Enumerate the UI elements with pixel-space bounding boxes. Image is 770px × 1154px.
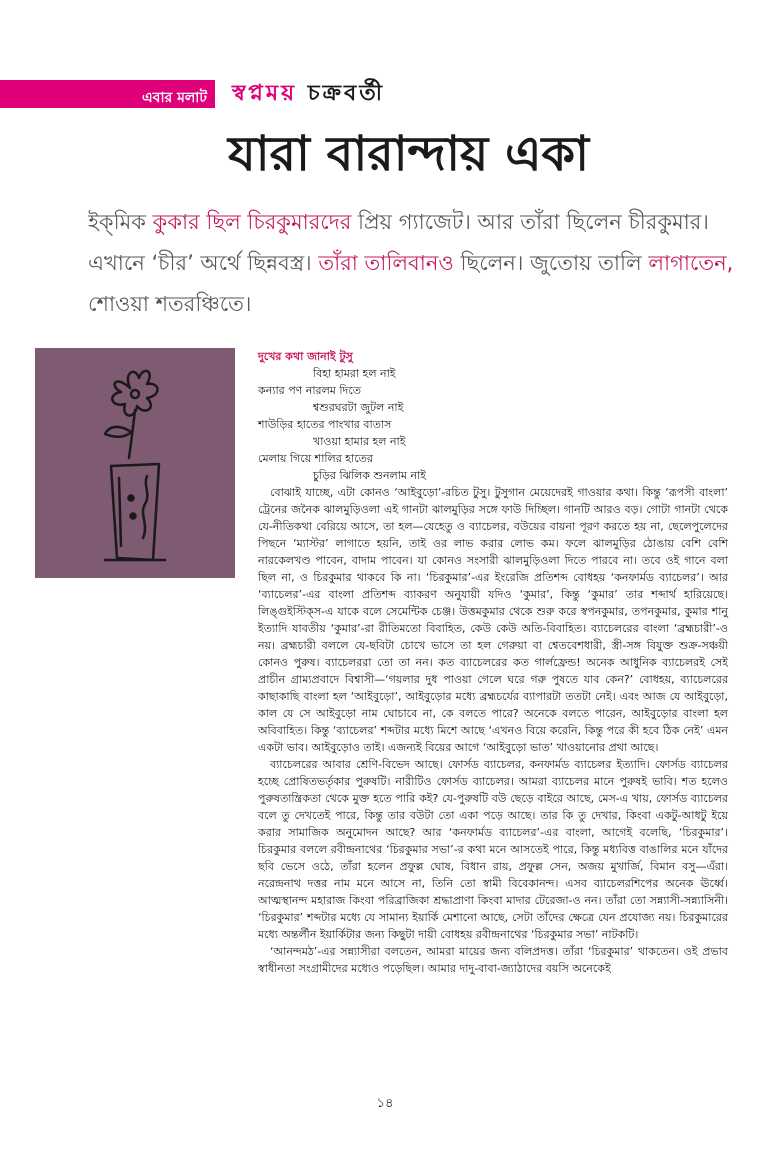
- author-byline: [232, 76, 385, 113]
- author-last-name: চক্রবর্তী: [307, 81, 386, 106]
- lead-text: শোওয়া শতরঞ্চিতে।: [88, 292, 252, 316]
- lead-highlight: তাঁরা তালিবানও: [318, 251, 461, 275]
- poem-line: কন্যার পণ নারলম দিতে: [258, 384, 362, 397]
- body-paragraph: ব্যাচেলরের আবার শ্রেণি-বিভেদ আছে। ফোর্সড ব্যাচেলর, কনফার্মড ব্যাচেলর ইত্যাদি। ফোর্সড ব্যাচেলর হচ্ছে প্রোষিতভর্তৃকার পুরুষটি। নারীটিও ফোর্সড ব্যাচেলর। আমরা ব্যাচেলর মানে পুরুষই ভাবি। শত হলেও পুরুষতান্ত্রিকতা থেকে মুক্ত হতে পারি কই? যে-পুরুষটি বউ ছেড়ে বাইরে আছে, মেস-এ খায়, ফোর্সড ব্যাচেলর বলে তু দেখতেই পারে, কিন্তু তার বউটা তো একা পড়ে আছে। তার কি তু দেখার, কিংবা একটু-আধটু ইয়ে করার সামাজিক অনুমোদন আছে? আর ‘কনফার্মড ব্যাচেলর’-এর বাংলা, আগেই বলেছি, ‘চিরকুমার’। চিরকুমার বললে রবীন্দ্রনাথের ‘চিরকুমার সভা’-র কথা মনে আসতেই পারে, কিন্তু মধ্যবিত্ত বাঙালির মনে যাঁদের ছবি ভেসে ওঠে, তাঁরা হলেন প্রফুল্ল ঘোষ, বিধান রায়, প্রফুল্ল সেন, অজয় মুখার্জি, বিমান বসু—এঁরা। নরেন্দ্রনাথ দত্তর নাম মনে আসে না, তিনি তো স্বামী বিবেকানন্দ। এসব ব্যাচেলরশিপের অনেক ঊর্ধ্বে। আত্মস্থানন্দ মহারাজ কিংবা পরিব্রাজিকা শ্রদ্ধাপ্রাণা কিংবা মাদার টেরেজা-ও নন। তাঁরা তো সন্ন্যাসী-সন্ন্যাসিনী। ‘চিরকুমার’ শব্দটার মধ্যে যে সামান্য ইয়ার্কি মেশানো আছে, সেটা তাঁদের ক্ষেত্রে যেন প্রযোজ্য নয়। চিরকুমারের মধ্যে অন্তর্লীন ইয়ার্কিটার জন্য কিছুটা দায়ী বোধহয় রবীন্দ্রনাথের ‘চিরকুমার সভা’ নাটকটি।: [258, 758, 728, 941]
- poem-line: চুড়ির ঝিলিক শুনলাম নাই: [313, 469, 426, 482]
- lead-highlight: কুকার ছিল চিরকুমারদের: [152, 210, 358, 234]
- poem-lines: [258, 365, 728, 484]
- flower-vase-icon: [35, 348, 235, 578]
- poem-heading: দুখের কথা জানাই টুসু: [258, 350, 353, 363]
- article-title: যারা বারান্দায় একা: [228, 126, 589, 182]
- page-number: ১৪: [376, 1096, 394, 1111]
- poem-line: মেলায় গিয়ে শালির হাতের: [258, 452, 373, 465]
- lead-text: ইক্‌মিক: [88, 210, 153, 234]
- poem-line: শাউড়ির হাতের পাংখার বাতাস: [258, 418, 392, 431]
- section-band: [0, 80, 215, 108]
- section-label: এবার মলাট: [142, 90, 207, 106]
- poem-line: শ্বশুরঘরটা জুটল নাই: [313, 401, 404, 414]
- lead-paragraph: [88, 202, 748, 325]
- body-paragraph: বোঝাই যাচ্ছে, এটা কোনও ‘আইবুড়ো’-রচিত টুসু। টুসুগান মেয়েদেরই গাওয়ার কথা। কিন্তু ‘রূপসী বাংলা’ ট্রেনের জনৈক ঝালমুড়িওলা এই গানটা ঝালমুড়ির সঙ্গে ফাউ দিচ্ছিল। গানটি আরও বড়। গোটা গানটা থেকে যে-নীতিকথা বেরিয়ে আসে, তা হল—যেহেতু ও ব্যাচেলর, বউয়ের বায়না পূরণ করতে হয় না, ছেলেপুলেদের পিছনে ‘ম্যাস্টর’ লাগাতে হয়নি, তাই ওর লাভ করার লোভ কম। ফলে ঝালমুড়ির ঠোঙায় বেশি বেশি নারকেলখণ্ড পাবেন, বাদাম পাবেন। যা কোনও সংসারী ঝালমুড়িওলা দিতে পারবে না। তবে ওই গানে বলা ছিল না, ও চিরকুমার থাকবে কি না। ‘চিরকুমার’-এর ইংরেজি প্রতিশব্দ বোধহয় ‘কনফার্মড ব্যাচেলর’। আর ‘ব্যাচেলর’-এর বাংলা প্রতিশব্দ ব্যাকরণ অনুযায়ী যদিও ‘কুমার’, কিন্তু ‘কুমার’ তার শব্দার্থ হারিয়েছে। লিঙ্গুইস্টিক্‌স-এ যাকে বলে সেমেন্টিক চেঞ্জ। উত্তমকুমার থেকে শুরু করে স্বপনকুমার, তপনকুমার, কুমার শানু ইত্যাদি যাবতীয় ‘কুমার’-রা রীতিমতো বিবাহিত, কেউ কেউ অতি-বিবাহিত। ব্যাচেলরের বাংলা ‘ব্রহ্মচারী’-ও নয়। ব্রহ্মচারী বললে যে-ছবিটা চোখে ভাসে তা হল গেরুয়া বা শ্বেতবেশধারী, স্ত্রী-সঙ্গ বিযুক্ত শুক্র-সঞ্চয়ী কোনও পুরুষ। ব্যাচেলররা তো তা নন। কত ব্যাচেলরের কত গার্লফ্রেন্ড! অনেক আধুনিক ব্যাচেলরই সেই প্রাচীন গ্রাম্যপ্রবাদে বিশ্বাসী—‘গয়লার দুধ পাওয়া গেলে ঘরে গরু পুষতে যাব কেন?’ বোধহয়, ব্যাচেলরের কাছাকাছি বাংলা হল ‘আইবুড়ো’, আইবুড়োর মধ্যে ব্রহ্মচর্যের ব্যাপারটা ততটা নেই। এবং আজ যে আইবুড়ো, কাল যে সে আইবুড়ো নাম ঘোচাবে না, কে বলতে পারে? অনেকে বলতে পারেন, আইবুড়োর বাংলা হল অবিবাহিত। কিন্তু ‘ব্যাচেলর’ শব্দটার মধ্যে মিশে আছে ‘এখনও বিয়ে করেনি, কিন্তু পরে কী হবে ঠিক নেই’ এমন একটা ভাব। আইবুড়োও তাই। এজন্যই বিয়ের আগে ‘আইবুড়ো ভাত’ খাওয়ানোর প্রথা আছে।: [258, 486, 728, 754]
- body-paragraph: ‘আনন্দমঠ’-এর সন্ন্যাসীরা বলতেন, আমরা মায়ের জন্য বলিপ্রদত্ত। তাঁরা ‘চিরকুমার’ থাকতেন। ওই প্রভাব স্বাধীনতা সংগ্রামীদের মধ্যেও পড়েছিল। আমার দাদু-বাবা-জ্যাঠাদের বয়সি অনেকেই: [258, 945, 728, 975]
- lead-text: প্রিয় গ্যাজেট। আর তাঁরা ছিলেন চীরকুমার। এখানে ‘চীর’ অর্থে ছিন্নবস্ত্র।: [88, 210, 709, 275]
- lead-text: ছিলেন। জুতোয় তালি: [460, 251, 649, 275]
- author-first-name: স্বপ্নময়: [232, 81, 298, 106]
- lead-highlight: লাগাতেন,: [648, 251, 734, 275]
- poem-block: [258, 348, 728, 484]
- article-body: [258, 484, 728, 977]
- poem-line: বিহা হামরা হল নাই: [313, 367, 396, 380]
- poem-line: খাওয়া হামার হল নাই: [313, 435, 406, 448]
- illustration-panel: [35, 348, 235, 578]
